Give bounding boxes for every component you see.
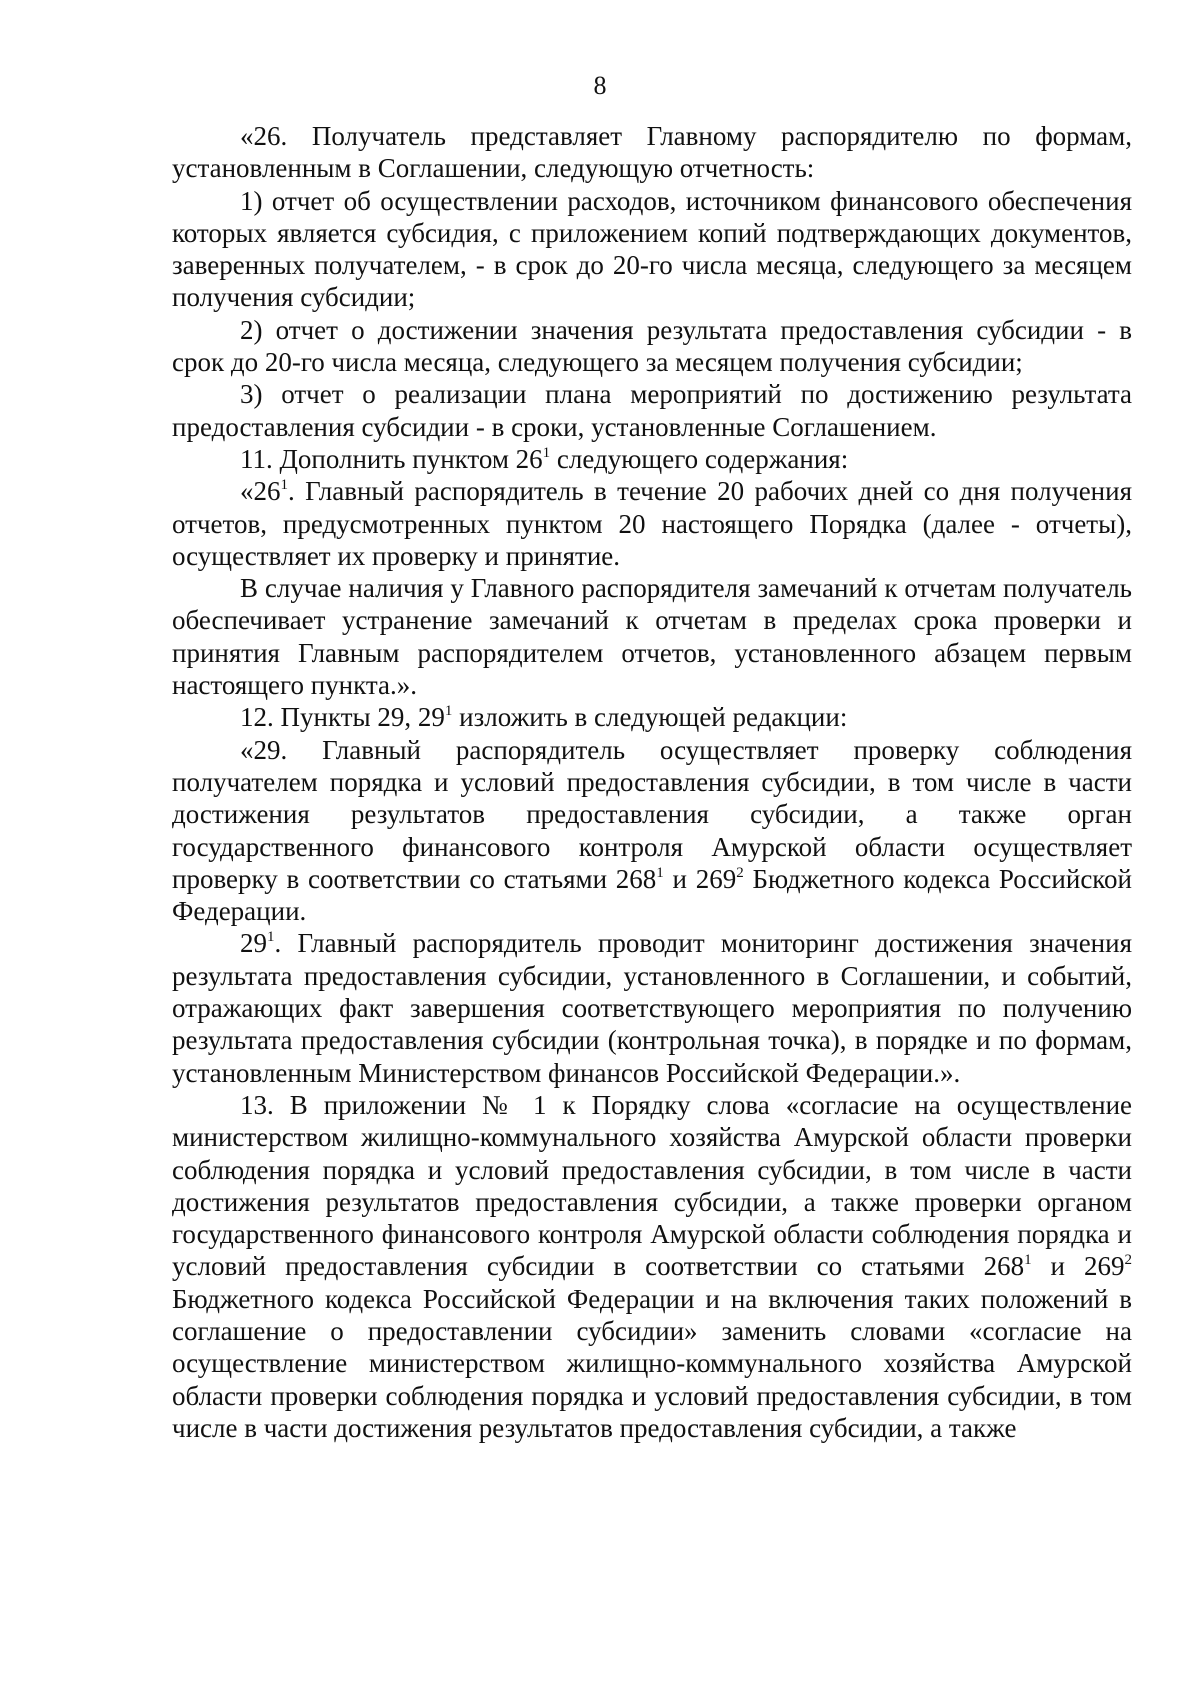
paragraph-text: . Главный распорядитель проводит мониторинг достижения значения результата предоставления субсидии, установленного в Соглашении, и событий, отражающих факт завершения соответствующего мероприятия по получению результата предоставления субсидии (контрольная точка), в порядке и по формам, установленным Министерством финансов Российской Федерации.». [172, 928, 1132, 1088]
paragraph-26-1 [172, 475, 1132, 572]
superscript: 1 [280, 477, 288, 494]
paragraph-text: 2) отчет о достижении значения результата предоставления субсидии - в срок до 20-го числа месяца, следующего за месяцем получения субсидии; [172, 314, 1132, 378]
paragraph-amendment-11 [172, 443, 1132, 475]
paragraph-26-intro [172, 120, 1132, 185]
paragraph-text: и 269 [663, 863, 737, 894]
paragraph-text: 11. Дополнить пунктом 26 [240, 443, 543, 474]
superscript: 2 [1124, 1252, 1132, 1269]
paragraph-text: «26 [240, 476, 281, 507]
paragraph-text: 1) отчет об осуществлении расходов, источником финансового обеспечения которых является субсидия, с приложением копий подтверждающих документов, заверенных получателем, - в срок до 20-го числа месяца, следующего за месяцем получения субсидии; [172, 185, 1132, 313]
paragraph-text: «26. Получатель представляет Главному распорядителю по формам, установленным в Соглашении, следующую отчетность: [172, 121, 1132, 184]
paragraph-amendment-13 [172, 1089, 1132, 1444]
paragraph-text: 29 [240, 928, 267, 959]
document-body [172, 120, 1132, 1444]
paragraph-text: «29. Главный распорядитель осуществляет проверку соблюдения получателем порядка и условий предоставления субсидии, в том числе в части достижения результатов предоставления субсидии, а также орган государственного финансового контроля Амурской области осуществляет проверку в соответствии со статьями 268 [172, 734, 1132, 894]
paragraph-26-item-2 [172, 314, 1132, 379]
paragraph-text: 12. Пункты 29, 29 [240, 702, 445, 733]
superscript: 1 [267, 929, 275, 946]
paragraph-text: Бюджетного кодекса Российской Федерации. [172, 863, 1132, 927]
page-number: 8 [593, 71, 607, 100]
superscript: 1 [1024, 1252, 1032, 1269]
superscript: 1 [444, 703, 453, 720]
paragraph-text: и 269 [1031, 1251, 1125, 1282]
paragraph-text: Бюджетного кодекса Российской Федерации и на включения таких положений в соглашение о предоставлении субсидии» заменить словами «согласие на осуществление министерством жилищно-коммунального хозяйства Амурской области проверки соблюдения порядка и условий предоставления субсидии, в том числе в части достижения результатов предоставления субсидии, а также [172, 1283, 1132, 1443]
paragraph-text: В случае наличия у Главного распорядителя замечаний к отчетам получатель обеспечивает устранение замечаний к отчетам в пределах срока проверки и принятия Главным распорядителем отчетов, установленного абзацем первым настоящего пункта.». [172, 573, 1132, 701]
superscript: 2 [736, 864, 744, 881]
paragraph-text: следующего содержания: [550, 443, 849, 474]
paragraph-text: изложить в следующей редакции: [452, 702, 848, 733]
paragraph-29-1 [172, 927, 1132, 1088]
paragraph-text: . Главный распорядитель в течение 20 рабочих дней со дня получения отчетов, предусмотренных пунктом 20 настоящего Порядка (далее - отчеты), осуществляет их проверку и принятие. [172, 476, 1132, 571]
paragraph-29 [172, 734, 1132, 928]
paragraph-text: 13. В приложении № 1 к Порядку слова «согласие на осуществление министерством жилищно-коммунального хозяйства Амурской области проверки соблюдения порядка и условий предоставления субсидии, в том числе в части достижения результатов предоставления субсидии, а также проверки органом государственного финансового контроля Амурской области соблюдения порядка и условий предоставления субсидии в соответствии со статьями 268 [172, 1089, 1132, 1282]
paragraph-26-1-remarks [172, 572, 1132, 701]
superscript: 1 [542, 444, 551, 461]
paragraph-amendment-12 [172, 701, 1132, 733]
paragraph-text: 3) отчет о реализации плана мероприятий по достижению результата предоставления субсидии - в сроки, установленные Соглашением. [172, 379, 1132, 442]
superscript: 1 [656, 864, 664, 881]
paragraph-26-item-3 [172, 378, 1132, 443]
paragraph-26-item-1 [172, 185, 1132, 314]
